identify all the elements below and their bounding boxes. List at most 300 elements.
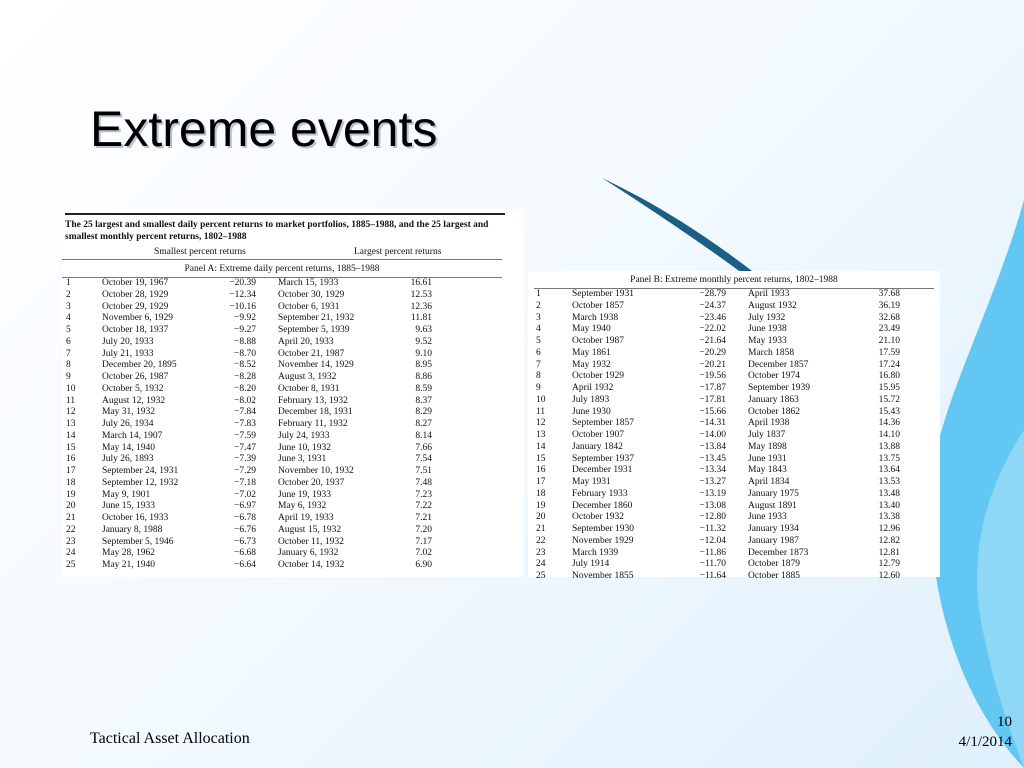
table-row: [528, 336, 900, 348]
largest-value-cell: 13.88: [878, 441, 900, 452]
table-row: [62, 384, 432, 396]
smallest-value-cell: −6.73: [234, 536, 256, 547]
largest-date-cell: November 14, 1929: [278, 360, 354, 371]
smallest-value-cell: −24.37: [699, 300, 726, 311]
smallest-value-cell: −28.79: [699, 289, 726, 299]
smallest-value-cell: −13.19: [699, 488, 726, 499]
largest-value-cell: 7.22: [415, 501, 432, 512]
smallest-value-cell: −20.39: [229, 278, 256, 288]
largest-value-cell: 13.40: [878, 500, 900, 511]
smallest-value-cell: −6.64: [234, 560, 256, 570]
largest-value-cell: 15.43: [878, 406, 900, 417]
smallest-value-cell: −6.68: [234, 548, 256, 559]
smallest-date-cell: June 1930: [572, 406, 611, 417]
largest-date-cell: May 1843: [748, 465, 787, 476]
rank-cell: 12: [536, 418, 546, 429]
table-row: [528, 383, 900, 395]
table-row: [528, 571, 900, 583]
rank-cell: 23: [66, 536, 76, 547]
largest-value-cell: 8.27: [415, 419, 432, 429]
largest-date-cell: October 21, 1987: [278, 348, 345, 359]
largest-value-cell: 7.02: [415, 548, 432, 559]
smallest-date-cell: October 1929: [572, 371, 624, 382]
column-group-headers: [62, 247, 502, 260]
largest-date-cell: August 15, 1932: [278, 524, 342, 535]
smallest-value-cell: −8.20: [234, 383, 256, 394]
rank-cell: 12: [66, 407, 76, 418]
smallest-date-cell: September 1930: [572, 524, 635, 534]
largest-value-cell: 13.38: [878, 512, 900, 523]
table-row: [62, 560, 432, 572]
largest-date-cell: October 11, 1932: [278, 536, 344, 547]
table-row: [528, 477, 900, 489]
rank-cell: 3: [66, 301, 71, 312]
smallest-value-cell: −12.04: [699, 535, 726, 546]
largest-date-cell: October 6, 1931: [278, 301, 340, 312]
table-row: [62, 372, 432, 384]
smallest-value-cell: −21.64: [699, 336, 726, 346]
footer-meta: [959, 712, 1012, 752]
largest-value-cell: 21.10: [878, 336, 900, 346]
largest-value-cell: 8.14: [415, 430, 432, 441]
rank-cell: 10: [536, 394, 546, 405]
largest-date-cell: January 1975: [748, 488, 799, 499]
smallest-date-cell: October 18, 1937: [102, 325, 169, 335]
smallest-date-cell: January 1842: [572, 441, 623, 452]
largest-date-cell: April 1834: [748, 477, 790, 487]
smallest-value-cell: −17.87: [699, 383, 726, 393]
largest-value-cell: 13.48: [878, 488, 900, 499]
largest-value-cell: 12.96: [878, 524, 900, 534]
largest-value-cell: 8.29: [415, 407, 432, 418]
table-row: [528, 348, 900, 360]
table-row: [62, 313, 432, 325]
largest-value-cell: 13.64: [878, 465, 900, 476]
smallest-date-cell: November 1855: [572, 571, 634, 581]
largest-value-cell: 32.68: [878, 312, 900, 323]
table-row: [62, 537, 432, 549]
smallest-date-cell: May 1861: [572, 347, 611, 358]
largest-date-cell: May 1933: [748, 336, 787, 346]
smallest-date-cell: May 1940: [572, 324, 611, 335]
largest-value-cell: 23.49: [878, 324, 900, 335]
largest-date-cell: June 19, 1933: [278, 489, 332, 500]
largest-value-cell: 9.10: [415, 348, 432, 359]
largest-value-cell: 12.79: [878, 559, 900, 570]
smallest-value-cell: −14.31: [699, 418, 726, 429]
smallest-date-cell: March 1939: [572, 547, 619, 558]
largest-date-cell: October 30, 1929: [278, 289, 345, 300]
largest-date-cell: February 11, 1932: [278, 419, 348, 429]
largest-value-cell: 6.90: [415, 560, 432, 570]
rank-cell: 24: [536, 559, 546, 570]
rank-cell: 14: [536, 441, 546, 452]
smallest-value-cell: −7.47: [234, 442, 256, 453]
largest-date-cell: October 20, 1937: [278, 477, 345, 488]
largest-date-cell: December 1857: [748, 359, 809, 370]
smallest-value-cell: −9.27: [234, 325, 256, 335]
smallest-value-cell: −13.45: [699, 453, 726, 464]
largest-date-cell: April 20, 1933: [278, 336, 334, 347]
smallest-date-cell: October 1857: [572, 300, 624, 311]
table-row: [528, 536, 900, 548]
largest-value-cell: 8.86: [415, 372, 432, 382]
table-row: [62, 478, 432, 490]
largest-date-cell: September 21, 1932: [278, 313, 355, 324]
smallest-value-cell: −14.00: [699, 430, 726, 440]
smallest-date-cell: May 14, 1940: [102, 442, 156, 453]
rank-cell: 8: [536, 371, 541, 382]
largest-value-cell: 11.81: [410, 313, 432, 324]
smallest-value-cell: −6.97: [234, 501, 256, 512]
smallest-value-cell: −13.84: [699, 441, 726, 452]
rank-cell: 3: [536, 312, 541, 323]
smallest-value-cell: −10.16: [229, 301, 256, 312]
rank-cell: 5: [66, 325, 71, 335]
largest-value-cell: 36.19: [878, 300, 900, 311]
largest-returns-header: Largest percent returns: [354, 247, 442, 257]
smallest-date-cell: September 5, 1946: [102, 536, 174, 547]
rank-cell: 22: [536, 535, 546, 546]
rank-cell: 25: [536, 571, 546, 581]
table-row: [62, 513, 432, 525]
smallest-date-cell: October 16, 1933: [102, 513, 169, 523]
largest-date-cell: May 1898: [748, 441, 787, 452]
smallest-date-cell: March 14, 1907: [102, 430, 163, 441]
rank-cell: 13: [536, 430, 546, 440]
table-row: [528, 524, 900, 536]
largest-value-cell: 8.59: [415, 383, 432, 394]
smallest-value-cell: −13.27: [699, 477, 726, 487]
largest-value-cell: 16.61: [410, 278, 432, 288]
table-row: [528, 289, 900, 301]
largest-value-cell: 12.81: [878, 547, 900, 558]
monthly-returns-table: [528, 289, 900, 583]
largest-value-cell: 8.95: [415, 360, 432, 371]
rank-cell: 17: [66, 466, 76, 476]
slide-title: Extreme events: [90, 101, 438, 157]
largest-value-cell: 7.51: [415, 466, 432, 476]
table-row: [62, 278, 432, 290]
table-row: [62, 466, 432, 478]
table-row: [62, 501, 432, 513]
smallest-value-cell: −15.66: [699, 406, 726, 417]
rank-cell: 21: [536, 524, 546, 534]
smallest-value-cell: −20.21: [699, 359, 726, 370]
largest-value-cell: 12.82: [878, 535, 900, 546]
largest-date-cell: March 1858: [748, 347, 795, 358]
rank-cell: 11: [536, 406, 546, 417]
largest-value-cell: 13.75: [878, 453, 900, 464]
smallest-date-cell: March 1938: [572, 312, 619, 323]
table-row: [528, 442, 900, 454]
largest-value-cell: 12.53: [410, 289, 432, 300]
monthly-returns-table-image: [528, 271, 940, 581]
smallest-value-cell: −22.02: [699, 324, 726, 335]
table-row: [62, 525, 432, 537]
rank-cell: 5: [536, 336, 541, 346]
smallest-value-cell: −20.29: [699, 347, 726, 358]
smallest-date-cell: October 19, 1967: [102, 278, 169, 288]
largest-date-cell: January 6, 1932: [278, 548, 339, 559]
smallest-value-cell: −12.34: [229, 289, 256, 300]
smallest-date-cell: September 1937: [572, 453, 635, 464]
smallest-date-cell: July 1914: [572, 559, 610, 570]
smallest-date-cell: May 1932: [572, 359, 611, 370]
rank-cell: 21: [66, 513, 76, 523]
rank-cell: 7: [536, 359, 541, 370]
smallest-returns-header: Smallest percent returns: [154, 247, 246, 257]
smallest-value-cell: −6.78: [234, 513, 256, 523]
table-row: [62, 337, 432, 349]
table-row: [528, 418, 900, 430]
table-row: [62, 490, 432, 502]
largest-date-cell: October 1974: [748, 371, 800, 382]
table-row: [62, 454, 432, 466]
largest-date-cell: July 1837: [748, 430, 786, 440]
smallest-date-cell: September 1931: [572, 289, 635, 299]
panel-a-title: Panel A: Extreme daily percent returns, 1885–1988: [62, 262, 502, 278]
rank-cell: 2: [536, 300, 541, 311]
smallest-date-cell: October 26, 1987: [102, 372, 169, 382]
slide-number: 10: [997, 714, 1012, 730]
largest-date-cell: May 6, 1932: [278, 501, 327, 512]
largest-date-cell: January 1863: [748, 394, 799, 405]
smallest-date-cell: February 1933: [572, 488, 628, 499]
table-row: [62, 325, 432, 337]
smallest-date-cell: May 31, 1932: [102, 407, 156, 418]
smallest-value-cell: −7.59: [234, 430, 256, 441]
smallest-date-cell: January 8, 1988: [102, 524, 163, 535]
rank-cell: 4: [66, 313, 71, 324]
smallest-value-cell: −11.70: [699, 559, 726, 570]
largest-date-cell: October 1862: [748, 406, 800, 417]
table-row: [62, 419, 432, 431]
smallest-date-cell: October 1932: [572, 512, 624, 523]
smallest-value-cell: −8.70: [234, 348, 256, 359]
rank-cell: 19: [536, 500, 546, 511]
smallest-date-cell: October 1907: [572, 430, 624, 440]
rank-cell: 15: [66, 442, 76, 453]
largest-date-cell: April 1938: [748, 418, 790, 429]
rank-cell: 24: [66, 548, 76, 559]
rank-cell: 2: [66, 289, 71, 300]
smallest-value-cell: −11.86: [699, 547, 726, 558]
smallest-value-cell: −7.02: [234, 489, 256, 500]
largest-date-cell: October 8, 1931: [278, 383, 340, 394]
smallest-value-cell: −23.46: [699, 312, 726, 323]
largest-value-cell: 12.36: [410, 301, 432, 312]
largest-date-cell: October 14, 1932: [278, 560, 345, 570]
table-row: [528, 512, 900, 524]
smallest-date-cell: June 15, 1933: [102, 501, 156, 512]
table-row: [528, 430, 900, 442]
daily-returns-table: [62, 278, 432, 572]
smallest-date-cell: September 1857: [572, 418, 635, 429]
largest-date-cell: October 1885: [748, 571, 800, 581]
smallest-value-cell: −17.81: [699, 394, 726, 405]
largest-value-cell: 16.80: [878, 371, 900, 382]
smallest-date-cell: September 24, 1931: [102, 466, 179, 476]
smallest-value-cell: −8.28: [234, 372, 256, 382]
rank-cell: 9: [536, 383, 541, 393]
smallest-value-cell: −13.08: [699, 500, 726, 511]
rank-cell: 9: [66, 372, 71, 382]
rank-cell: 16: [536, 465, 546, 476]
largest-value-cell: 7.54: [415, 454, 432, 465]
largest-value-cell: 7.48: [415, 477, 432, 488]
smallest-date-cell: July 26, 1893: [102, 454, 154, 465]
largest-value-cell: 14.36: [878, 418, 900, 429]
table-row: [62, 302, 432, 314]
largest-value-cell: 9.52: [415, 336, 432, 347]
rank-cell: 25: [66, 560, 76, 570]
smallest-value-cell: −8.02: [234, 395, 256, 406]
table-row: [528, 360, 900, 372]
smallest-value-cell: −7.18: [234, 477, 256, 488]
rank-cell: 15: [536, 453, 546, 464]
smallest-date-cell: August 12, 1932: [102, 395, 166, 406]
table-row: [62, 349, 432, 361]
largest-date-cell: June 3, 1931: [278, 454, 327, 465]
smallest-date-cell: May 21, 1940: [102, 560, 156, 570]
panel-b-title: Panel B: Extreme monthly percent returns, 1802–1988: [534, 273, 934, 289]
smallest-value-cell: −12.80: [699, 512, 726, 523]
largest-date-cell: December 1873: [748, 547, 809, 558]
smallest-value-cell: −7.84: [234, 407, 256, 418]
smallest-date-cell: October 29, 1929: [102, 301, 169, 312]
smallest-date-cell: November 1929: [572, 535, 634, 546]
daily-returns-table-image: [62, 209, 524, 577]
largest-date-cell: April 19, 1933: [278, 513, 334, 523]
smallest-date-cell: July 20, 1933: [102, 336, 154, 347]
table-row: [62, 443, 432, 455]
largest-date-cell: April 1933: [748, 289, 790, 299]
largest-value-cell: 15.72: [878, 394, 900, 405]
largest-date-cell: July 1932: [748, 312, 786, 323]
smallest-date-cell: May 28, 1962: [102, 548, 156, 559]
largest-value-cell: 7.23: [415, 489, 432, 500]
largest-value-cell: 7.66: [415, 442, 432, 453]
smallest-value-cell: −6.76: [234, 524, 256, 535]
table-row: [528, 454, 900, 466]
smallest-value-cell: −7.39: [234, 454, 256, 465]
smallest-value-cell: −19.56: [699, 371, 726, 382]
smallest-date-cell: July 21, 1933: [102, 348, 154, 359]
largest-date-cell: March 15, 1933: [278, 278, 339, 288]
largest-value-cell: 17.59: [878, 347, 900, 358]
rank-cell: 20: [66, 501, 76, 512]
smallest-date-cell: November 6, 1929: [102, 313, 173, 324]
rank-cell: 18: [536, 488, 546, 499]
rank-cell: 11: [66, 395, 76, 406]
largest-date-cell: February 13, 1932: [278, 395, 348, 406]
smallest-date-cell: October 28, 1929: [102, 289, 169, 300]
largest-value-cell: 13.53: [878, 477, 900, 487]
largest-value-cell: 7.20: [415, 524, 432, 535]
table-row: [62, 360, 432, 372]
smallest-value-cell: −7.83: [234, 419, 256, 429]
smallest-value-cell: −11.64: [699, 571, 726, 581]
smallest-date-cell: May 9, 1901: [102, 489, 151, 500]
largest-date-cell: July 24, 1933: [278, 430, 330, 441]
rank-cell: 1: [66, 278, 71, 288]
smallest-date-cell: July 1893: [572, 394, 610, 405]
table-row: [528, 313, 900, 325]
smallest-date-cell: April 1932: [572, 383, 614, 393]
largest-date-cell: August 1891: [748, 500, 797, 511]
smallest-date-cell: September 12, 1932: [102, 477, 179, 488]
largest-date-cell: June 1938: [748, 324, 787, 335]
rank-cell: 23: [536, 547, 546, 558]
rank-cell: 13: [66, 419, 76, 429]
rank-cell: 20: [536, 512, 546, 523]
smallest-date-cell: July 26, 1934: [102, 419, 154, 429]
rank-cell: 17: [536, 477, 546, 487]
rank-cell: 6: [66, 336, 71, 347]
smallest-value-cell: −11.32: [699, 524, 726, 534]
rank-cell: 1: [536, 289, 541, 299]
rank-cell: 14: [66, 430, 76, 441]
largest-value-cell: 37.68: [878, 289, 900, 299]
largest-date-cell: June 1933: [748, 512, 787, 523]
footer-presentation-title: Tactical Asset Allocation: [90, 730, 250, 747]
smallest-value-cell: −9.92: [234, 313, 256, 324]
smallest-value-cell: −7.29: [234, 466, 256, 476]
largest-value-cell: 17.24: [878, 359, 900, 370]
rank-cell: 4: [536, 324, 541, 335]
table-row: [62, 431, 432, 443]
rank-cell: 10: [66, 383, 76, 394]
smallest-date-cell: October 1987: [572, 336, 624, 346]
rank-cell: 8: [66, 360, 71, 371]
largest-value-cell: 7.17: [415, 536, 432, 547]
largest-date-cell: September 5, 1939: [278, 325, 350, 335]
largest-date-cell: June 10, 1932: [278, 442, 332, 453]
table-caption: The 25 largest and smallest daily percent returns to market portfolios, 1885–1988, and the 25 largest and smallest monthly percent returns, 1802–1988: [65, 213, 505, 243]
table-row: [62, 548, 432, 560]
largest-date-cell: August 1932: [748, 300, 797, 311]
largest-date-cell: January 1987: [748, 535, 799, 546]
largest-value-cell: 9.63: [415, 325, 432, 335]
largest-date-cell: October 1879: [748, 559, 800, 570]
table-row: [528, 489, 900, 501]
table-row: [528, 548, 900, 560]
rank-cell: 16: [66, 454, 76, 465]
smallest-date-cell: May 1931: [572, 477, 611, 487]
largest-date-cell: December 18, 1931: [278, 407, 353, 418]
table-row: [528, 465, 900, 477]
table-row: [528, 407, 900, 419]
smallest-value-cell: −8.88: [234, 336, 256, 347]
largest-value-cell: 12.60: [878, 571, 900, 581]
table-row: [528, 501, 900, 513]
smallest-date-cell: October 5, 1932: [102, 383, 164, 394]
table-row: [528, 324, 900, 336]
rank-cell: 18: [66, 477, 76, 488]
smallest-value-cell: −13.34: [699, 465, 726, 476]
smallest-date-cell: December 1931: [572, 465, 633, 476]
table-row: [528, 395, 900, 407]
rank-cell: 6: [536, 347, 541, 358]
largest-date-cell: November 10, 1932: [278, 466, 354, 476]
smallest-date-cell: December 20, 1895: [102, 360, 177, 371]
table-row: [62, 290, 432, 302]
table-row: [528, 559, 900, 571]
largest-date-cell: September 1939: [748, 383, 811, 393]
table-row: [62, 396, 432, 408]
slide-date: 4/1/2014: [958, 734, 1012, 750]
